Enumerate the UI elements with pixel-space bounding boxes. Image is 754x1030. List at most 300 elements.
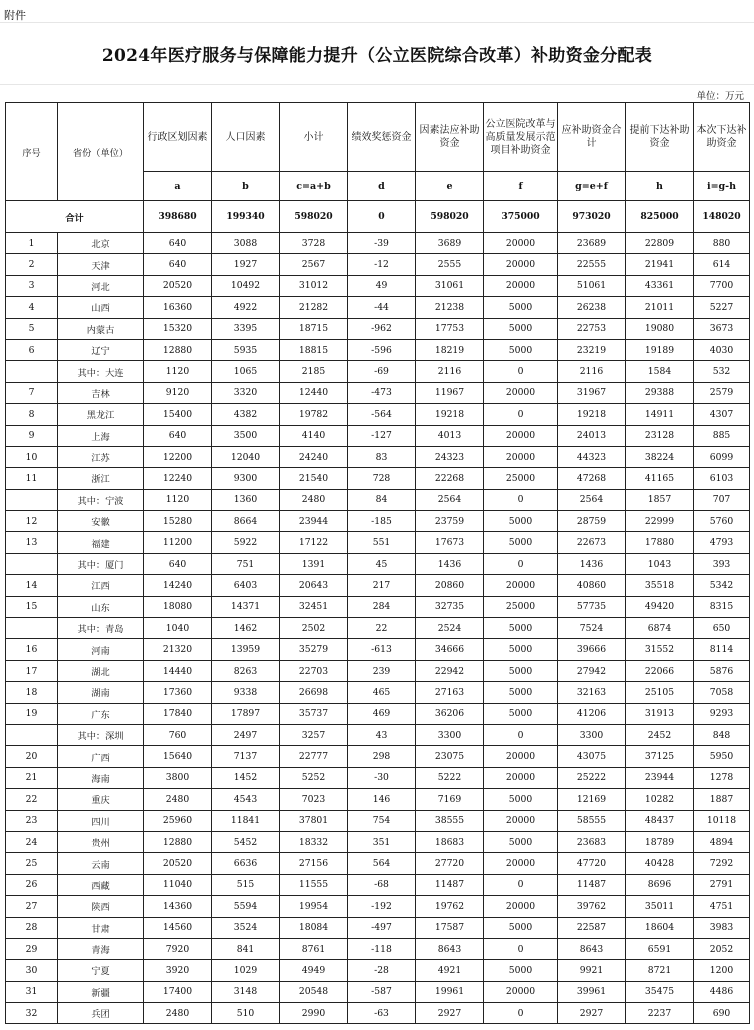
row-value: 7292 (694, 853, 750, 874)
row-value: 27720 (416, 853, 484, 874)
header-reform: 公立医院改革与高质量发展示范项目补助资金 (484, 103, 558, 172)
subheader-cell: b (212, 172, 280, 201)
row-value: 1120 (144, 361, 212, 382)
row-value: 35737 (280, 703, 348, 724)
row-value: 39762 (558, 896, 626, 917)
row-value: 17880 (626, 532, 694, 553)
row-value: 23944 (280, 511, 348, 532)
row-value: 2524 (416, 618, 484, 639)
row-value: -613 (348, 639, 416, 660)
row-province: 湖南 (58, 682, 144, 703)
row-value: 20000 (484, 446, 558, 467)
row-value: 25000 (484, 596, 558, 617)
row-seq: 27 (6, 896, 58, 917)
row-value: 41206 (558, 703, 626, 724)
row-value: 754 (348, 810, 416, 831)
row-value: 18604 (626, 917, 694, 938)
row-value: 36206 (416, 703, 484, 724)
row-value: 14240 (144, 575, 212, 596)
row-seq: 3 (6, 275, 58, 296)
row-value: 34666 (416, 639, 484, 660)
row-value: 40860 (558, 575, 626, 596)
row-value: 43075 (558, 746, 626, 767)
row-value: 2185 (280, 361, 348, 382)
row-value: 22809 (626, 233, 694, 254)
row-province: 浙江 (58, 468, 144, 489)
row-value: 1200 (694, 960, 750, 981)
row-value: 0 (484, 489, 558, 510)
row-value: 8643 (558, 938, 626, 959)
row-seq: 16 (6, 639, 58, 660)
header-advance: 提前下达补助资金 (626, 103, 694, 172)
row-value: 43361 (626, 275, 694, 296)
row-province: 兵团 (58, 1003, 144, 1024)
row-value: 6636 (212, 853, 280, 874)
row-value: 4894 (694, 831, 750, 852)
row-value: 21282 (280, 297, 348, 318)
row-value: 20000 (484, 896, 558, 917)
row-value: 284 (348, 596, 416, 617)
row-value: 10492 (212, 275, 280, 296)
row-value: 7137 (212, 746, 280, 767)
row-value: 8263 (212, 660, 280, 681)
row-value: 15640 (144, 746, 212, 767)
row-value: 11487 (416, 874, 484, 895)
table-row (6, 660, 750, 681)
table-row (6, 810, 750, 831)
row-province: 广西 (58, 746, 144, 767)
row-value: 21011 (626, 297, 694, 318)
row-value: 21540 (280, 468, 348, 489)
row-value: 510 (212, 1003, 280, 1024)
row-province: 宁夏 (58, 960, 144, 981)
row-value: 1040 (144, 618, 212, 639)
row-value: 4751 (694, 896, 750, 917)
subheader-cell: f (484, 172, 558, 201)
row-value: 2564 (416, 489, 484, 510)
row-value: 640 (144, 425, 212, 446)
header-province: 省份（单位） (58, 103, 144, 201)
row-value: 10118 (694, 810, 750, 831)
row-value: 19189 (626, 339, 694, 360)
subheader-cell: h (626, 172, 694, 201)
row-value: 8114 (694, 639, 750, 660)
row-value: 24323 (416, 446, 484, 467)
row-value: 2480 (144, 1003, 212, 1024)
row-value: 848 (694, 724, 750, 745)
row-value: 2480 (280, 489, 348, 510)
row-value: 19762 (416, 896, 484, 917)
row-value: 5000 (484, 831, 558, 852)
row-value: 5000 (484, 789, 558, 810)
total-value: 0 (348, 201, 416, 233)
row-value: 2927 (416, 1003, 484, 1024)
row-value: 35011 (626, 896, 694, 917)
row-value: 20000 (484, 233, 558, 254)
row-value: 2116 (416, 361, 484, 382)
row-value: 14560 (144, 917, 212, 938)
row-value: 25105 (626, 682, 694, 703)
row-seq: 6 (6, 339, 58, 360)
row-value: 31012 (280, 275, 348, 296)
row-value: -118 (348, 938, 416, 959)
row-value: 12880 (144, 339, 212, 360)
row-value: 8696 (626, 874, 694, 895)
row-value: 48437 (626, 810, 694, 831)
row-province: 黑龙江 (58, 404, 144, 425)
row-value: 7169 (416, 789, 484, 810)
row-value: 8664 (212, 511, 280, 532)
row-value: 17753 (416, 318, 484, 339)
row-value: 20000 (484, 425, 558, 446)
table-row (6, 382, 750, 403)
row-value: 1584 (626, 361, 694, 382)
row-value: 1462 (212, 618, 280, 639)
table-row (6, 425, 750, 446)
row-value: 5000 (484, 917, 558, 938)
row-value: 31552 (626, 639, 694, 660)
row-seq: 13 (6, 532, 58, 553)
row-value: 47720 (558, 853, 626, 874)
row-value: 3800 (144, 767, 212, 788)
table-row (6, 960, 750, 981)
row-value: 5000 (484, 618, 558, 639)
row-value: 26238 (558, 297, 626, 318)
header-subtotal: 小计 (280, 103, 348, 172)
row-value: 19954 (280, 896, 348, 917)
row-value: -587 (348, 981, 416, 1002)
row-value: 3500 (212, 425, 280, 446)
row-value: 564 (348, 853, 416, 874)
row-value: 640 (144, 254, 212, 275)
table-row (6, 446, 750, 467)
row-seq: 2 (6, 254, 58, 275)
row-value: 5950 (694, 746, 750, 767)
row-value: 26698 (280, 682, 348, 703)
row-value: 9120 (144, 382, 212, 403)
row-value: 8761 (280, 938, 348, 959)
row-value: -127 (348, 425, 416, 446)
row-value: 27942 (558, 660, 626, 681)
row-value: 17840 (144, 703, 212, 724)
row-value: 146 (348, 789, 416, 810)
row-value: 5000 (484, 639, 558, 660)
row-value: 1857 (626, 489, 694, 510)
allocation-table (5, 102, 750, 1024)
row-seq: 7 (6, 382, 58, 403)
row-value: -596 (348, 339, 416, 360)
row-seq: 28 (6, 917, 58, 938)
row-value: 7023 (280, 789, 348, 810)
row-province: 江苏 (58, 446, 144, 467)
row-value: 21238 (416, 297, 484, 318)
row-value: 15280 (144, 511, 212, 532)
row-seq: 30 (6, 960, 58, 981)
row-value: 2990 (280, 1003, 348, 1024)
row-value: 22753 (558, 318, 626, 339)
row-value: 2567 (280, 254, 348, 275)
row-value: 1360 (212, 489, 280, 510)
table-row (6, 361, 750, 382)
row-value: 298 (348, 746, 416, 767)
row-province: 河南 (58, 639, 144, 660)
row-seq (6, 489, 58, 510)
subheader-cell: d (348, 172, 416, 201)
row-value: 14911 (626, 404, 694, 425)
row-value: -69 (348, 361, 416, 382)
table-row (6, 532, 750, 553)
row-province: 山西 (58, 297, 144, 318)
row-value: 18683 (416, 831, 484, 852)
row-value: 17122 (280, 532, 348, 553)
row-value: 23944 (626, 767, 694, 788)
table-row (6, 318, 750, 339)
table-row (6, 874, 750, 895)
row-value: 3320 (212, 382, 280, 403)
row-value: 17897 (212, 703, 280, 724)
row-seq: 20 (6, 746, 58, 767)
row-province: 四川 (58, 810, 144, 831)
row-value: 38555 (416, 810, 484, 831)
row-value: 1887 (694, 789, 750, 810)
row-value: 5000 (484, 318, 558, 339)
row-province: 广东 (58, 703, 144, 724)
row-value: 2452 (626, 724, 694, 745)
header-total: 应补助资金合计 (558, 103, 626, 172)
table-row (6, 596, 750, 617)
row-value: 3524 (212, 917, 280, 938)
row-value: -192 (348, 896, 416, 917)
row-value: 1927 (212, 254, 280, 275)
row-value: 20000 (484, 767, 558, 788)
row-province: 北京 (58, 233, 144, 254)
row-value: 1065 (212, 361, 280, 382)
header-perf: 绩效奖惩资金 (348, 103, 416, 172)
row-value: 707 (694, 489, 750, 510)
row-value: 5342 (694, 575, 750, 596)
row-value: 1029 (212, 960, 280, 981)
row-seq: 12 (6, 511, 58, 532)
row-value: 12040 (212, 446, 280, 467)
row-value: 41165 (626, 468, 694, 489)
table-row (6, 553, 750, 574)
row-value: 4030 (694, 339, 750, 360)
row-value: 5000 (484, 960, 558, 981)
row-seq: 10 (6, 446, 58, 467)
row-value: 690 (694, 1003, 750, 1024)
row-value: -497 (348, 917, 416, 938)
row-value: 2564 (558, 489, 626, 510)
row-value: 15400 (144, 404, 212, 425)
row-value: 0 (484, 404, 558, 425)
row-province: 湖北 (58, 660, 144, 681)
subheader-cell: a (144, 172, 212, 201)
table-row (6, 896, 750, 917)
row-value: 1436 (558, 553, 626, 574)
row-seq: 5 (6, 318, 58, 339)
row-value: 18080 (144, 596, 212, 617)
row-value: 11555 (280, 874, 348, 895)
row-value: 11967 (416, 382, 484, 403)
row-value: 18815 (280, 339, 348, 360)
row-value: 18715 (280, 318, 348, 339)
row-value: 20520 (144, 275, 212, 296)
row-province: 其中：厦门 (58, 553, 144, 574)
total-value: 375000 (484, 201, 558, 233)
title-area (5, 38, 749, 78)
row-value: 515 (212, 874, 280, 895)
table-row (6, 404, 750, 425)
row-seq (6, 724, 58, 745)
table-row (6, 789, 750, 810)
table-row (6, 575, 750, 596)
table-row (6, 682, 750, 703)
row-value: 11200 (144, 532, 212, 553)
row-value: 19961 (416, 981, 484, 1002)
total-label: 合计 (6, 201, 144, 233)
row-value: 35518 (626, 575, 694, 596)
row-province: 吉林 (58, 382, 144, 403)
row-value: 880 (694, 233, 750, 254)
row-value: 2927 (558, 1003, 626, 1024)
row-value: 22942 (416, 660, 484, 681)
row-province: 天津 (58, 254, 144, 275)
row-value: 0 (484, 361, 558, 382)
row-value: 5000 (484, 511, 558, 532)
row-value: 841 (212, 938, 280, 959)
unit-label: 单位：万元 (696, 91, 744, 102)
row-value: 3395 (212, 318, 280, 339)
table-row (6, 639, 750, 660)
table-row (6, 233, 750, 254)
row-value: 83 (348, 446, 416, 467)
table-row (6, 1003, 750, 1024)
total-value: 598020 (416, 201, 484, 233)
row-value: 3300 (558, 724, 626, 745)
row-value: 23128 (626, 425, 694, 446)
row-value: 19782 (280, 404, 348, 425)
row-value: 0 (484, 724, 558, 745)
total-value: 973020 (558, 201, 626, 233)
row-province: 贵州 (58, 831, 144, 852)
row-province: 安徽 (58, 511, 144, 532)
row-value: 640 (144, 553, 212, 574)
row-value: 31967 (558, 382, 626, 403)
row-seq: 25 (6, 853, 58, 874)
row-seq: 21 (6, 767, 58, 788)
row-value: 12200 (144, 446, 212, 467)
subheader-cell: e (416, 172, 484, 201)
row-value: 29388 (626, 382, 694, 403)
row-value: -185 (348, 511, 416, 532)
row-value: -12 (348, 254, 416, 275)
row-value: 5452 (212, 831, 280, 852)
row-value: 351 (348, 831, 416, 852)
row-value: 5227 (694, 297, 750, 318)
row-value: 19218 (416, 404, 484, 425)
row-value: 9921 (558, 960, 626, 981)
row-value: 22555 (558, 254, 626, 275)
row-value: 2555 (416, 254, 484, 275)
row-value: 239 (348, 660, 416, 681)
row-value: 11841 (212, 810, 280, 831)
row-value: 4486 (694, 981, 750, 1002)
row-value: 49420 (626, 596, 694, 617)
header-row (6, 103, 750, 172)
row-value: 2497 (212, 724, 280, 745)
row-value: 217 (348, 575, 416, 596)
row-value: 5000 (484, 297, 558, 318)
row-value: 2052 (694, 938, 750, 959)
row-value: 31913 (626, 703, 694, 724)
row-province: 西藏 (58, 874, 144, 895)
row-value: 5000 (484, 660, 558, 681)
row-value: 35279 (280, 639, 348, 660)
row-seq: 14 (6, 575, 58, 596)
row-value: 760 (144, 724, 212, 745)
row-value: 5922 (212, 532, 280, 553)
row-value: 22673 (558, 532, 626, 553)
row-seq (6, 553, 58, 574)
row-value: 20000 (484, 254, 558, 275)
row-value: 51061 (558, 275, 626, 296)
row-seq: 15 (6, 596, 58, 617)
row-value: 469 (348, 703, 416, 724)
row-value: 0 (484, 553, 558, 574)
row-value: 1120 (144, 489, 212, 510)
table-row (6, 746, 750, 767)
row-seq: 11 (6, 468, 58, 489)
table-row (6, 511, 750, 532)
row-value: 6103 (694, 468, 750, 489)
row-value: -68 (348, 874, 416, 895)
row-value: 885 (694, 425, 750, 446)
row-value: 5000 (484, 703, 558, 724)
row-value: 3728 (280, 233, 348, 254)
row-province: 河北 (58, 275, 144, 296)
subheader-cell: g=e+f (558, 172, 626, 201)
row-value: 14371 (212, 596, 280, 617)
row-province: 山东 (58, 596, 144, 617)
row-seq: 19 (6, 703, 58, 724)
row-province: 福建 (58, 532, 144, 553)
row-seq: 22 (6, 789, 58, 810)
row-value: 12440 (280, 382, 348, 403)
row-value: -564 (348, 404, 416, 425)
row-province: 其中：宁波 (58, 489, 144, 510)
header-pop: 人口因素 (212, 103, 280, 172)
row-value: 6403 (212, 575, 280, 596)
row-seq: 32 (6, 1003, 58, 1024)
document-title: 2024年医疗服务与保障能力提升（公立医院综合改革）补助资金分配表 (101, 46, 653, 66)
row-value: 38224 (626, 446, 694, 467)
row-value: 23219 (558, 339, 626, 360)
subheader-cell: i=g-h (694, 172, 750, 201)
row-seq: 9 (6, 425, 58, 446)
row-value: 6874 (626, 618, 694, 639)
row-seq: 31 (6, 981, 58, 1002)
row-value: 18084 (280, 917, 348, 938)
row-value: 8643 (416, 938, 484, 959)
row-value: 16360 (144, 297, 212, 318)
row-value: 7920 (144, 938, 212, 959)
row-seq: 1 (6, 233, 58, 254)
total-value: 398680 (144, 201, 212, 233)
attachment-label: 附件 (4, 9, 26, 22)
row-value: 32163 (558, 682, 626, 703)
row-value: 21941 (626, 254, 694, 275)
total-value: 825000 (626, 201, 694, 233)
